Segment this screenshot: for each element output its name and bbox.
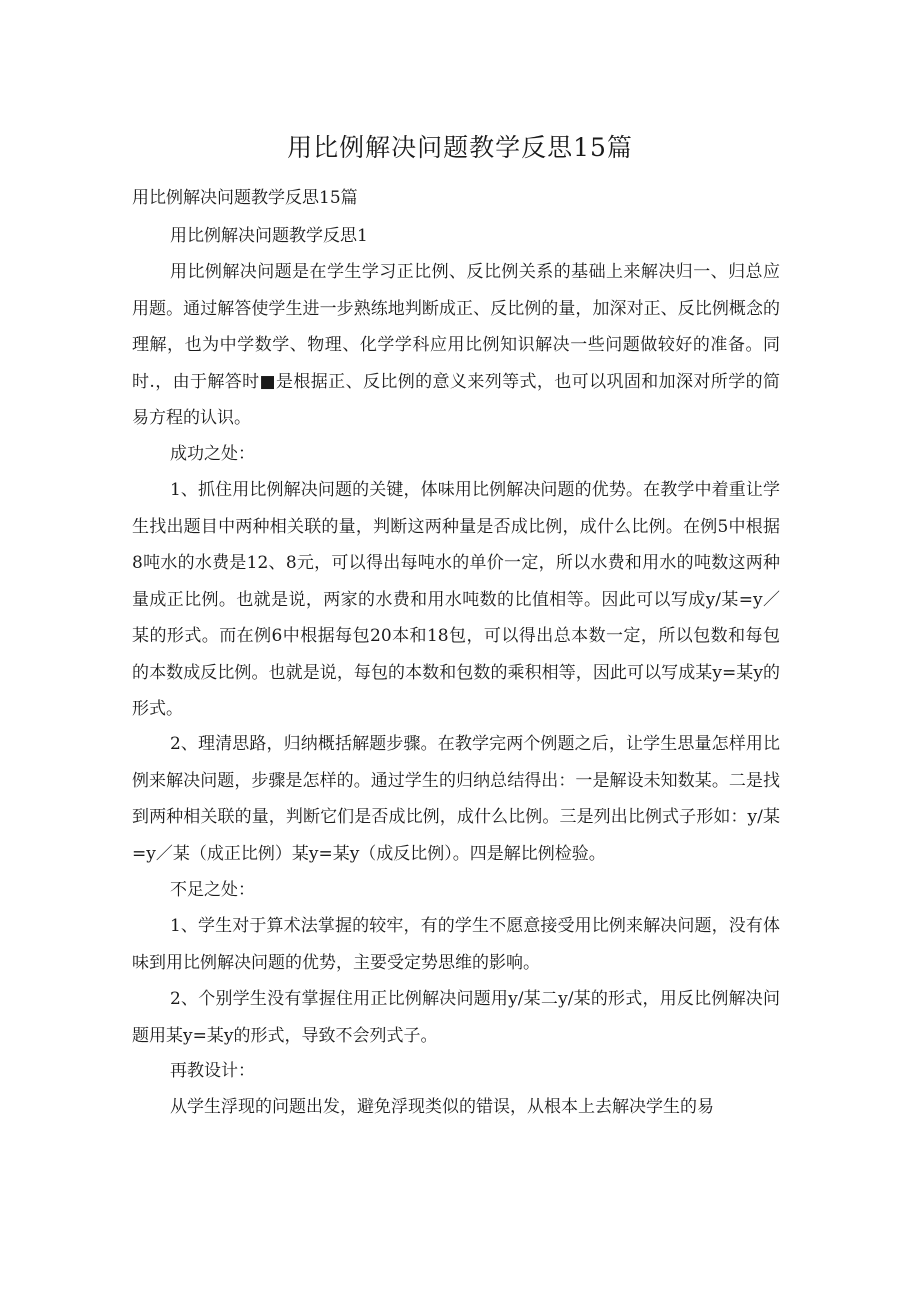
success-heading: 成功之处： (170, 444, 255, 464)
shortfall-heading: 不足之处： (170, 880, 255, 900)
section-heading: 用比例解决问题教学反思1 (170, 226, 368, 246)
document-subtitle: 用比例解决问题教学反思15篇 (132, 188, 358, 208)
intro-paragraph: 用比例解决问题是在学生学习正比例、反比例关系的基础上来解决归一、归总应用题。通过解答使学生进一步熟练地判断成正、反比例的量，加深对正、反比例概念的理解，也为中学数学、物理、化学学科应用比例知识解决一些问题做较好的准备。同时.，由于解答时■是根据正、反比例的意义来列等式，也可以巩固和加深对所学的简易方程的认识。 (132, 262, 780, 428)
redesign-heading: 再教设计： (170, 1061, 255, 1081)
shortfall-point-2: 2、个别学生没有掌握住用正比例解决问题用y/某二y/某的形式，用反比例解决问题用某y=某y的形式，导致不会列式子。 (132, 989, 780, 1046)
document-title: 用比例解决问题教学反思15篇 (287, 133, 633, 162)
success-point-2: 2、理清思路，归纳概括解题步骤。在教学完两个例题之后，让学生思量怎样用比例来解决问题，步骤是怎样的。通过学生的归纳总结得出：一是解设未知数某。二是找到两种相关联的量，判断它们是否成比例，成什么比例。三是列出比例式子形如：y/某=y／某（成正比例）某y=某y（成反比例）。四是解比例检验。 (132, 734, 780, 864)
shortfall-point-1: 1、学生对于算术法掌握的较牢，有的学生不愿意接受用比例来解决问题，没有体味到用比例解决问题的优势，主要受定势思维的影响。 (132, 916, 780, 973)
redesign-paragraph: 从学生浮现的问题出发，避免浮现类似的错误，从根本上去解决学生的易 (170, 1097, 714, 1117)
success-point-1: 1、抓住用比例解决问题的关键，体味用比例解决问题的优势。在教学中着重让学生找出题目中两种相关联的量，判断这两种量是否成比例，成什么比例。在例5中根据8吨水的水费是12、8元，可以得出每吨水的单价一定，所以水费和用水的吨数这两种量成正比例。也就是说，两家的水费和用水吨数的比值相等。因此可以写成y/某=y／某的形式。而在例6中根据每包20本和18包，可以得出总本数一定，所以包数和每包的本数成反比例。也就是说，每包的本数和包数的乘积相等，因此可以写成某y=某y的形式。 (132, 480, 780, 719)
